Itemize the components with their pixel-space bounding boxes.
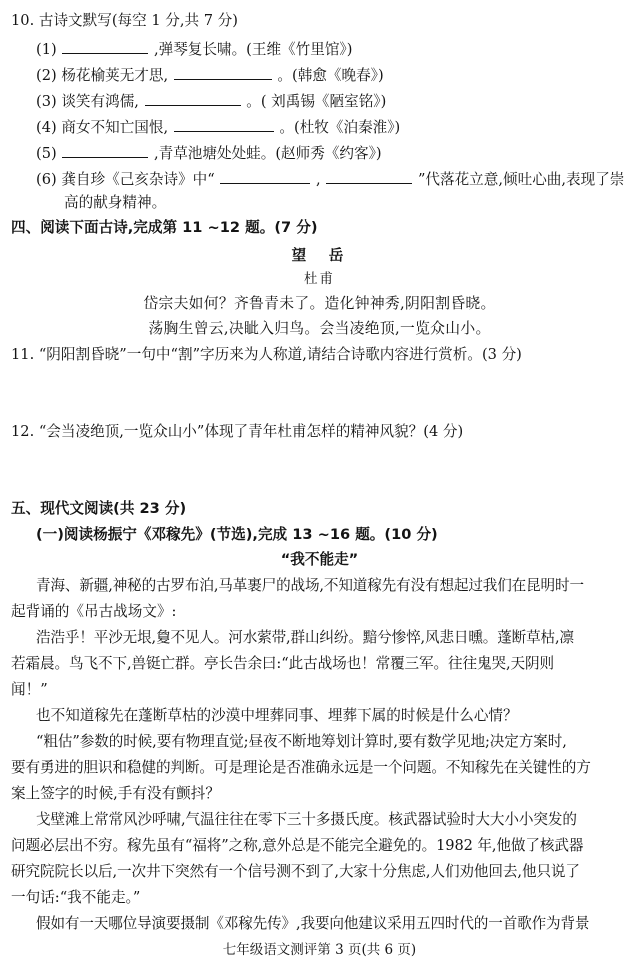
answer-blank[interactable]: [62, 41, 148, 54]
q11-text: 11. “阴阳割昏晓”一句中“割”字历来为人称道,请结合诗歌内容进行赏析。(3 分): [11, 346, 522, 363]
passage-line-4: 若霜晨。鸟飞不下,兽铤亡群。亭长告余曰:“此古战场也！常覆三军。往往鬼哭,天阴则: [11, 655, 555, 672]
passage-line-9: 案上签字的时候,手有没有颤抖？: [11, 785, 220, 802]
passage-line-3: 浩浩乎！平沙无垠,敻不见人。河水萦带,群山纠纷。黯兮惨悴,风悲日曛。蓬断草枯,凛: [36, 629, 574, 646]
passage-line-7: “粗估”参数的时候,要有物理直觉;昼夜不断地筹划计算时,要有数学见地;决定方案时,: [36, 733, 567, 750]
q12-text: 12. “会当凌绝顶,一览众山小”体现了青年杜甫怎样的精神风貌？(4 分): [11, 423, 464, 440]
item-text-before: 谈笑有鸿儒,: [61, 93, 139, 110]
passage-line-12: 研究院院长以后,一次井下突然有一个信号测不到了,大家十分焦虑,人们劝他回去,他只说了: [11, 863, 580, 880]
item-text-after: ,弹琴复长啸。(王维《竹里馆》): [153, 41, 353, 58]
passage-line-5: 闻！”: [11, 681, 48, 698]
item-number: (4): [36, 119, 57, 136]
passage-line-11: 问题必层出不穷。稼先虽有“福将”之称,意外总是不能完全避免的。1982 年,他做了核武器: [11, 837, 584, 854]
q10-item-4: [36, 119, 400, 136]
poem-line-2: 荡胸生曾云,决眦入归鸟。会当凌绝顶,一览众山小。: [148, 320, 491, 337]
item-number: (1): [36, 41, 57, 58]
answer-blank[interactable]: [145, 93, 241, 106]
q10-item-3: [36, 93, 386, 110]
item-text-after: ,青草池塘处处蛙。(赵师秀《约客》): [153, 145, 382, 162]
section5-title: 五、现代文阅读(共 23 分): [11, 500, 187, 517]
passage-line-13: 一句话:“我不能走。”: [11, 889, 141, 906]
poem-author: 杜甫: [304, 271, 335, 287]
item-number: (5): [36, 145, 57, 162]
answer-area-q11[interactable]: [11, 368, 628, 420]
q10-item-6: [36, 171, 624, 188]
passage-title: “我不能走”: [280, 551, 359, 568]
item-number: (6): [36, 171, 57, 188]
item-number: (2): [36, 67, 57, 84]
q10-item-1: [36, 41, 352, 58]
item-text-middle: ,: [316, 171, 321, 188]
item-text-before: 商女不知亡国恨,: [61, 119, 169, 136]
answer-blank[interactable]: [174, 119, 274, 132]
subsection-1-title: (一)阅读杨振宁《邓稼先》(节选),完成 13 ~16 题。(10 分): [36, 526, 438, 543]
item-text-after: ”代落花立意,倾吐心曲,表现了崇: [417, 171, 625, 188]
answer-blank[interactable]: [326, 171, 412, 184]
passage-line-10: 戈壁滩上常常风沙呼啸,气温往往在零下三十多摄氏度。核武器试验时大大小小突发的: [36, 811, 577, 828]
item-text-after: 。(韩愈《晚春》): [277, 67, 384, 84]
item-text-before: 龚自珍《己亥杂诗》中“: [61, 171, 215, 188]
passage-line-6: 也不知道稼先在蓬断草枯的沙漠中埋葬同事、埋葬下属的时候是什么心情？: [36, 707, 518, 724]
answer-blank[interactable]: [174, 67, 272, 80]
poem-title: 望 岳: [291, 247, 348, 264]
q10-item-5: [36, 145, 382, 162]
passage-line-14: 假如有一天哪位导演要摄制《邓稼先传》,我要向他建议采用五四时代的一首歌作为背景: [36, 915, 590, 932]
passage-line-8: 要有勇进的胆识和稳健的判断。可是理论是否准确永远是一个问题。不知稼先在关键性的方: [11, 759, 591, 776]
passage-line-1: 青海、新疆,神秘的古罗布泊,马革裹尸的战场,不知道稼先有没有想起过我们在昆明时一: [36, 577, 584, 594]
answer-blank[interactable]: [62, 145, 148, 158]
item-text-before: 杨花榆荚无才思,: [61, 67, 169, 84]
q10-item-6-continued: 高的献身精神。: [64, 194, 167, 211]
passage-line-2: 起背诵的《吊古战场文》:: [11, 603, 177, 620]
poem-line-1: 岱宗夫如何？齐鲁青未了。造化钟神秀,阴阳割昏晓。: [143, 295, 496, 312]
item-text-after: 。(杜牧《泊秦淮》): [279, 119, 401, 136]
page-footer: 七年级语文测评第 3 页(共 6 页): [222, 942, 417, 958]
section4-title: 四、阅读下面古诗,完成第 11 ~12 题。(7 分): [11, 219, 318, 236]
item-text-after: 。( 刘禹锡《陋室铭》): [246, 93, 387, 110]
item-number: (3): [36, 93, 57, 110]
q10-title: 10. 古诗文默写(每空 1 分,共 7 分): [11, 12, 238, 29]
answer-area-q12[interactable]: [11, 446, 628, 498]
answer-blank[interactable]: [220, 171, 310, 184]
q10-item-2: [36, 67, 384, 84]
